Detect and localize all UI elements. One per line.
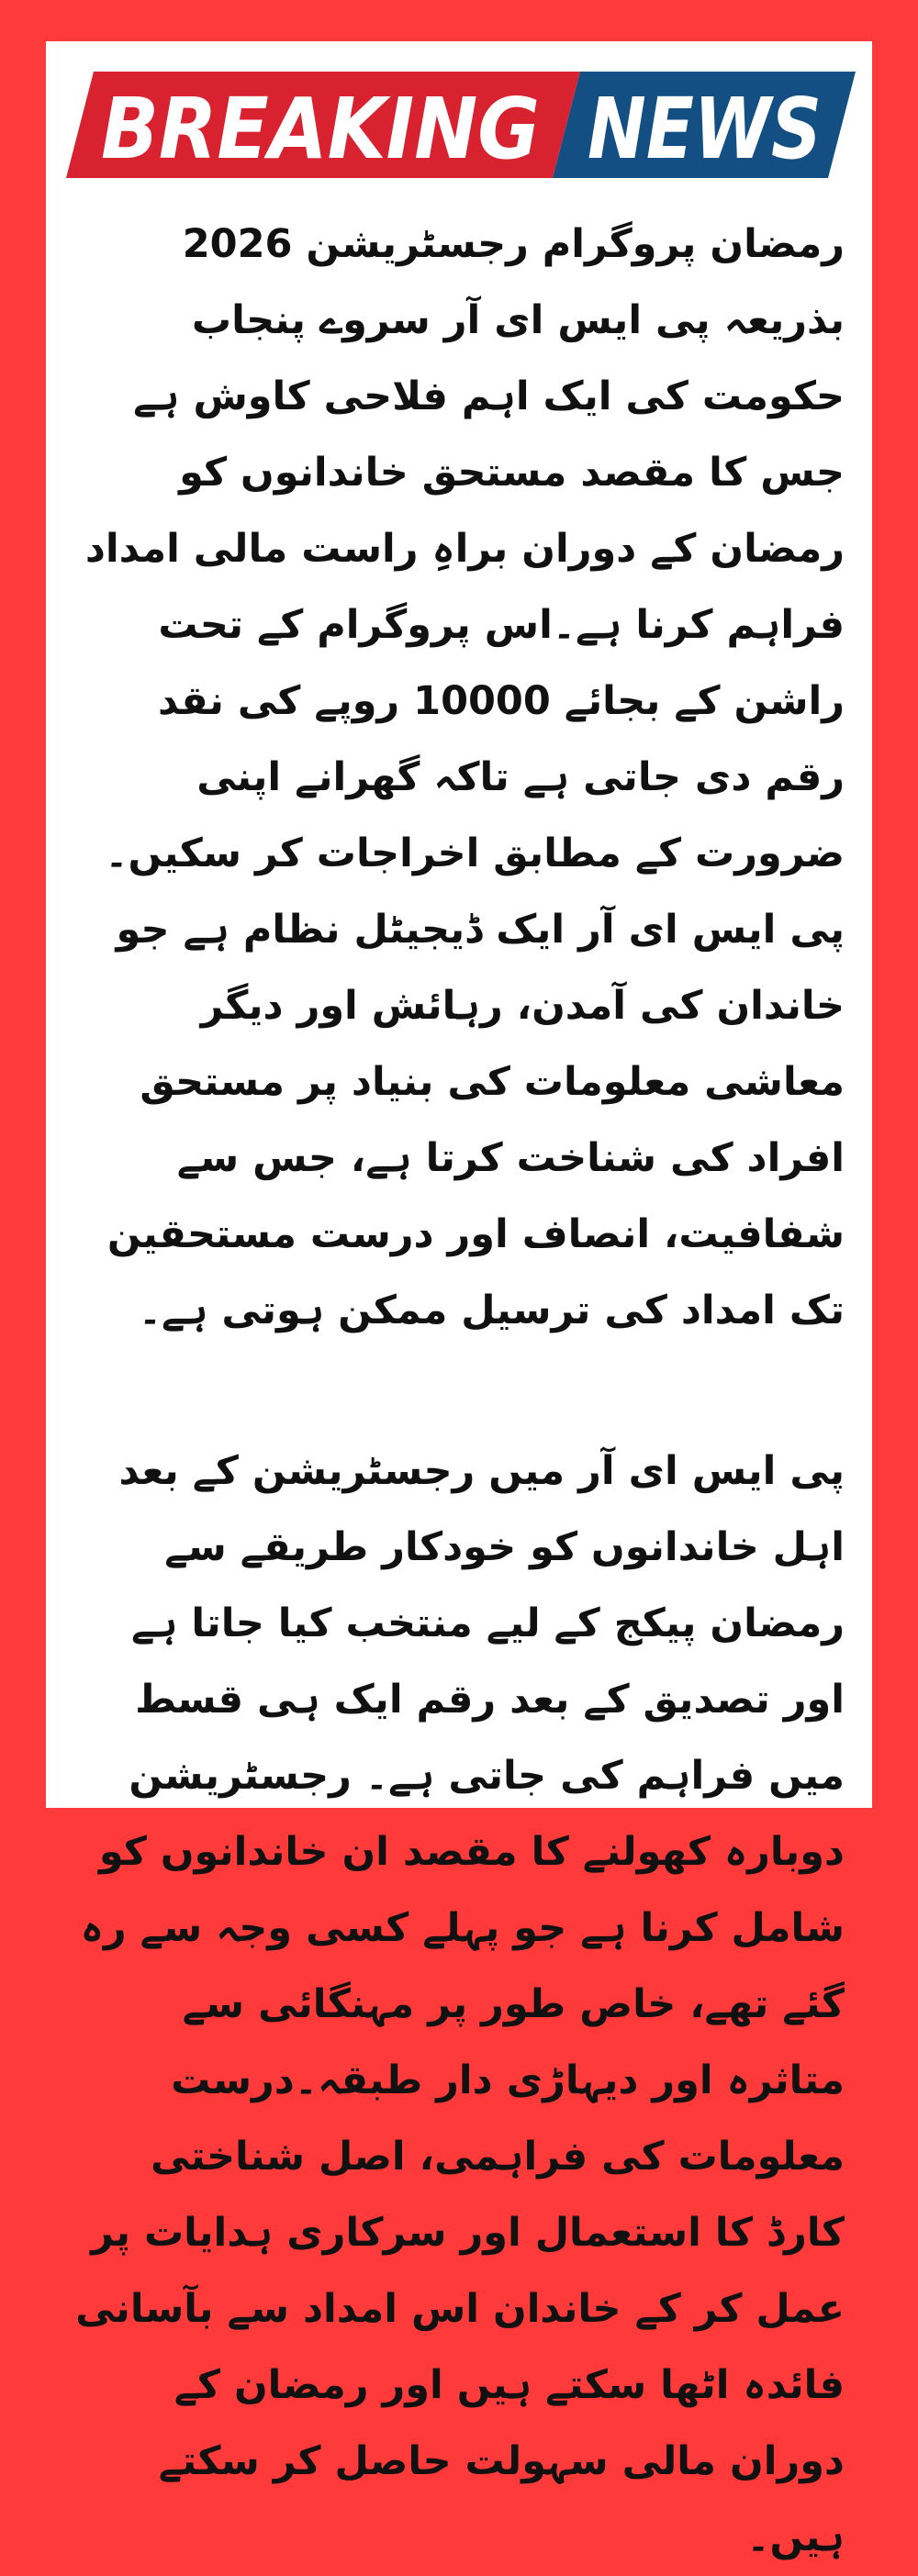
banner-word-breaking: BREAKING (101, 80, 540, 178)
article-body (73, 206, 845, 2576)
banner-word-news: NEWS (588, 80, 822, 178)
breaking-news-graphic (66, 72, 856, 178)
article-paragraph-1: رمضان پروگرام رجسٹریشن 2026 بذریعہ پی ایس ای آر سروے پنجاب حکومت کی ایک اہم فلاحی کاوش ہے جس کا مقصد مستحق خاندانوں کو رمضان کے دوران براہِ راست مالی امداد فراہم کرنا ہے۔اس پروگرام کے تحت راشن کے بجائے 10000 روپے کی نقد رقم دی جاتی ہے تاکہ گھرانے اپنی ضرورت کے مطابق اخراجات کر سکیں۔پی ایس ای آر ایک ڈیجیٹل نظام ہے جو خاندان کی آمدن، رہائش اور دیگر معاشی معلومات کی بنیاد پر مستحق افراد کی شناخت کرتا ہے، جس سے شفافیت، انصاف اور درست مستحقین تک امداد کی ترسیل ممکن ہوتی ہے۔ (84, 221, 845, 1333)
article-paragraph-2: پی ایس ای آر میں رجسٹریشن کے بعد اہل خاندانوں کو خودکار طریقے سے رمضان پیکج کے لیے منتخب کیا جاتا ہے اور تصدیق کے بعد رقم ایک ہی قسط میں فراہم کی جاتی ہے۔ رجسٹریشن دوبارہ کھولنے کا مقصد ان خاندانوں کو شامل کرنا ہے جو پہلے کسی وجہ سے رہ گئے تھے، خاص طور پر مہنگائی سے متاثرہ اور دیہاڑی دار طبقہ۔درست معلومات کی فراہمی، اصل شناختی کارڈ کا استعمال اور سرکاری ہدایات پر عمل کر کے خاندان اس امداد سے بآسانی فائدہ اٹھا سکتے ہیں اور رمضان کے دوران مالی سہولت حاصل کر سکتے ہیں۔ (75, 1448, 845, 2560)
breaking-news-banner (66, 72, 856, 178)
article-card (46, 41, 872, 2560)
